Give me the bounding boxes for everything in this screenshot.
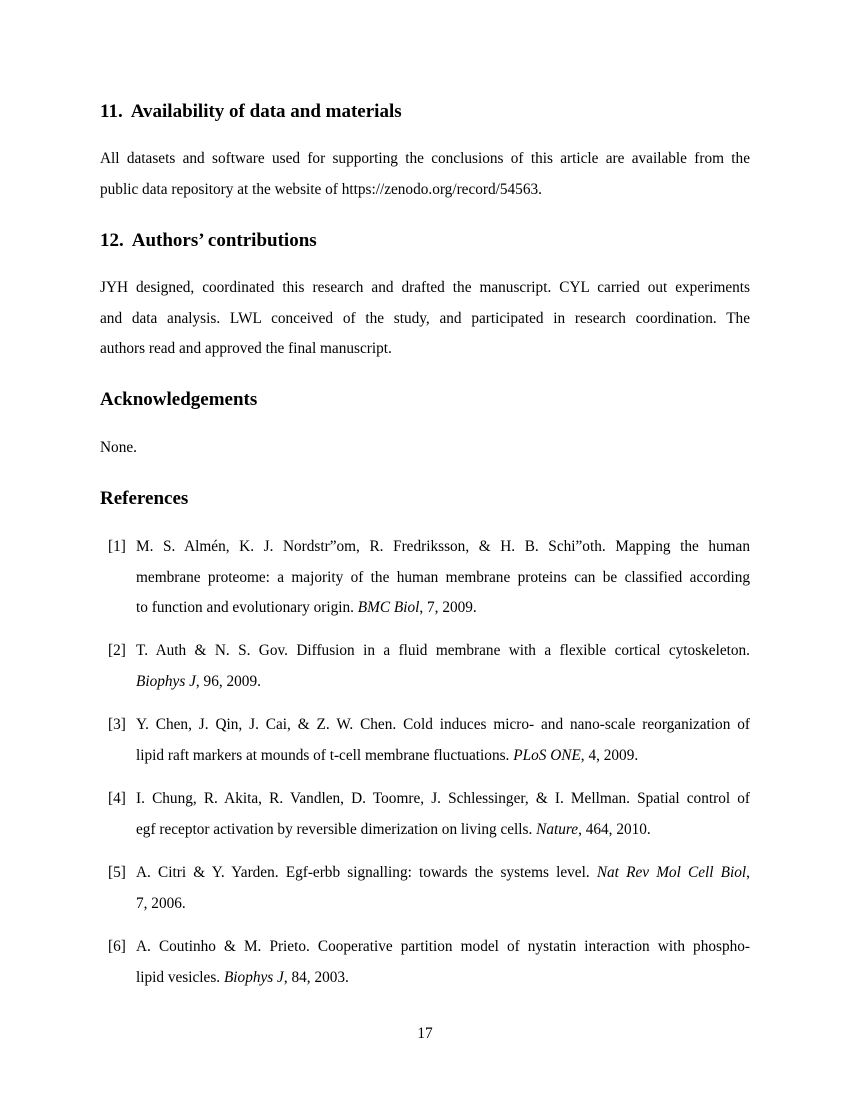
reference-text (136, 858, 750, 919)
text-line: Y. Chen, J. Qin, J. Cai, & Z. W. Chen. Cold induces micro- and nano-scale reorganization of (136, 716, 750, 733)
reference-label: [6] (108, 938, 126, 955)
reference-text (136, 636, 750, 697)
section-title: Availability of data and materials (130, 101, 402, 122)
section-title: Authors’ contributions (131, 230, 317, 251)
journal-name: Biophys J (136, 672, 196, 690)
reference-label: [2] (108, 642, 126, 659)
reference-tail: , 4, 2009. (580, 746, 639, 764)
text-line: public data repository at the website of https://zenodo.org/record/54563. (100, 180, 542, 198)
reference-tail: , 464, 2010. (578, 820, 651, 838)
section-heading-availability (100, 100, 402, 124)
journal-name: BMC Biol (357, 599, 420, 616)
section-heading-acknowledgements: Acknowledgements (100, 389, 258, 410)
reference-text (136, 532, 750, 624)
text-line: authors read and approved the final manuscript. (100, 340, 392, 357)
reference-tail: , 7, 2009. (419, 599, 477, 616)
section-number: 12. (100, 230, 124, 251)
reference-label: [1] (108, 538, 126, 555)
text-line: I. Chung, R. Akita, R. Vandlen, D. Toomre, J. Schlessinger, & I. Mellman. Spatial control of (136, 790, 750, 807)
text-line (136, 667, 750, 698)
reference-text-plain: A. Citri & Y. Yarden. Egf-erbb signalling: towards the systems level. (136, 864, 590, 881)
reference-text-plain: lipid raft markers at mounds of t-cell membrane fluctuations. (136, 746, 510, 764)
reference-tail: , 96, 2009. (195, 672, 261, 690)
reference-text (136, 784, 750, 845)
text-line (136, 858, 750, 889)
contributions-paragraph (100, 273, 750, 365)
reference-text (136, 932, 750, 993)
reference-label: [3] (108, 716, 126, 733)
reference-text (136, 710, 750, 771)
text-line: M. S. Almén, K. J. Nordstr”om, R. Fredriksson, & H. B. Schi”oth. Mapping the human (136, 538, 750, 555)
journal-name: Nat Rev Mol Cell Biol (596, 864, 747, 881)
text-line: A. Coutinho & M. Prieto. Cooperative partition model of nystatin interaction with phospho- (136, 938, 750, 955)
text-line (136, 593, 750, 624)
reference-text-plain: to function and evolutionary origin. (136, 599, 354, 616)
section-number: 11. (100, 101, 123, 122)
reference-label: [5] (108, 864, 126, 881)
journal-name: Nature (536, 820, 579, 838)
text-line: 7, 2006. (136, 894, 186, 912)
reference-tail: , 84, 2003. (283, 968, 349, 986)
text-line: JYH designed, coordinated this research and drafted the manuscript. CYL carried out experiments (100, 279, 750, 296)
text-line (136, 963, 750, 994)
section-heading-contributions (100, 229, 317, 253)
acknowledgements-paragraph (100, 433, 750, 464)
section-heading-references: References (100, 488, 189, 509)
reference-label: [4] (108, 790, 126, 807)
text-line: and data analysis. LWL conceived of the study, and participated in research coordination. The (100, 309, 750, 327)
reference-tail: , (746, 864, 750, 881)
text-line (136, 741, 750, 772)
text-line: None. (100, 439, 137, 456)
journal-name: Biophys J (223, 968, 284, 986)
text-line: All datasets and software used for supporting the conclusions of this article are available from the (100, 150, 750, 167)
journal-name: PLoS ONE (513, 746, 581, 764)
text-line (136, 815, 750, 846)
availability-paragraph (100, 144, 750, 205)
text-line: membrane proteome: a majority of the human membrane proteins can be classified according (136, 568, 750, 586)
page-number: 17 (417, 1025, 433, 1042)
reference-text-plain: egf receptor activation by reversible dimerization on living cells. (136, 820, 533, 838)
reference-text-plain: lipid vesicles. (136, 968, 221, 986)
text-line: T. Auth & N. S. Gov. Diffusion in a fluid membrane with a flexible cortical cytoskeleton. (136, 642, 750, 659)
